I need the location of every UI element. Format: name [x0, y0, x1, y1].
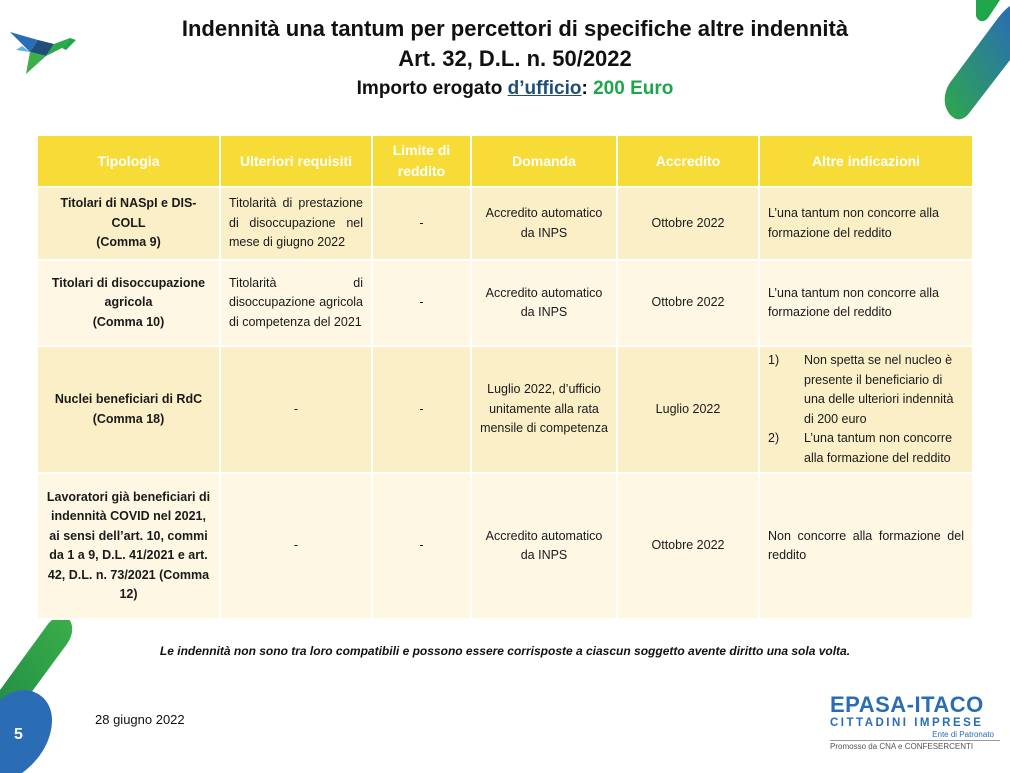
notes-cell: L’una tantum non concorre alla formazione del reddito: [759, 260, 973, 346]
notes-cell: [759, 346, 973, 473]
logo-ente-text: Ente di Patronato: [932, 730, 994, 739]
subtitle-prefix: Importo erogato: [356, 78, 503, 99]
category-comma: (Comma 9): [96, 235, 161, 250]
list-item-text: Non spetta se nel nucleo è presente il beneficiario di una delle ulteriori indennità di 200 euro: [804, 353, 954, 426]
subtitle-amount: 200 Euro: [593, 78, 674, 99]
category-cell: [37, 260, 220, 346]
category-name: Nuclei beneficiari di RdC: [54, 392, 203, 406]
epasa-itaco-logo: [830, 694, 1000, 752]
application-cell: Accredito automatico da INPS: [471, 187, 617, 260]
table-row: [37, 260, 973, 346]
subtitle-link[interactable]: d’ufficio: [507, 78, 582, 99]
category-cell: [37, 187, 220, 260]
application-cell: Luglio 2022, d’ufficio unitamente alla rata mensile di competenza: [471, 346, 617, 473]
logo-sub-text: CITTADINI IMPRESE: [830, 717, 984, 729]
category-cell: Lavoratori già beneficiari di indennità COVID nel 2021, ai sensi dell’art. 10, commi da 1 a 9, D.L. 41/2021 e art. 42, D.L. n. 73/2021 (Comma 12): [37, 473, 220, 619]
requirements-cell: -: [220, 473, 372, 619]
income-limit-cell: -: [372, 473, 471, 619]
slide-date: 28 giugno 2022: [95, 712, 185, 727]
column-header: Domanda: [471, 135, 617, 187]
credit-cell: Ottobre 2022: [617, 473, 759, 619]
column-header: Altre indicazioni: [759, 135, 973, 187]
category-name: Titolari di NASpI e DIS-COLL: [60, 196, 197, 230]
page-number: 5: [14, 726, 23, 743]
logo-promo-text: Promosso da CNA e CONFESERCENTI: [830, 740, 1000, 752]
credit-cell: Ottobre 2022: [617, 260, 759, 346]
amount-subtitle: [100, 75, 930, 103]
column-header: Ulteriori requisiti: [220, 135, 372, 187]
footnote: Le indennità non sono tra loro compatibili e possono essere corrisposte a ciascun soggetto avente diritto una sola volta.: [159, 644, 851, 658]
table-row: [37, 473, 973, 619]
application-cell: Accredito automatico da INPS: [471, 260, 617, 346]
list-item-number: 1): [768, 353, 780, 367]
table-header-row: [37, 135, 973, 187]
subtitle-colon: :: [581, 78, 588, 99]
category-cell: [37, 346, 220, 473]
requirements-cell: Titolarità di prestazione di disoccupazione nel mese di giugno 2022: [220, 187, 372, 260]
page-title-reference: Art. 32, D.L. n. 50/2022: [398, 46, 632, 71]
income-limit-cell: -: [372, 187, 471, 260]
list-item: [768, 351, 964, 429]
page-title: Indennità una tantum per percettori di specifiche altre indennità: [181, 16, 849, 41]
title-block: [100, 14, 930, 103]
table-row: [37, 187, 973, 260]
bottom-left-decoration: [0, 610, 80, 773]
column-header: Limite di reddito: [372, 135, 471, 187]
credit-cell: Luglio 2022: [617, 346, 759, 473]
credit-cell: Ottobre 2022: [617, 187, 759, 260]
income-limit-cell: -: [372, 346, 471, 473]
notes-cell: Non concorre alla formazione del reddito: [759, 473, 973, 619]
application-cell: Accredito automatico da INPS: [471, 473, 617, 619]
list-item: [768, 429, 964, 468]
top-right-decoration: [940, 0, 1010, 130]
indemnity-table: [36, 134, 974, 620]
column-header: Accredito: [617, 135, 759, 187]
column-header: Tipologia: [37, 135, 220, 187]
table-row: [37, 346, 973, 473]
category-comma: (Comma 18): [92, 411, 165, 426]
category-comma: (Comma 10): [92, 314, 165, 329]
requirements-cell: Titolarità di disoccupazione agricola di competenza del 2021: [220, 260, 372, 346]
notes-list: [768, 351, 964, 468]
list-item-text: L’una tantum non concorre alla formazione del reddito: [804, 431, 953, 465]
category-name: Titolari di disoccupazione agricola: [51, 275, 206, 310]
list-item-number: 2): [768, 431, 780, 445]
logo-main-text: EPASA-ITACO: [830, 692, 984, 717]
requirements-cell: -: [220, 346, 372, 473]
notes-cell: L’una tantum non concorre alla formazione del reddito: [759, 187, 973, 260]
income-limit-cell: -: [372, 260, 471, 346]
bird-logo-icon: [8, 26, 78, 78]
